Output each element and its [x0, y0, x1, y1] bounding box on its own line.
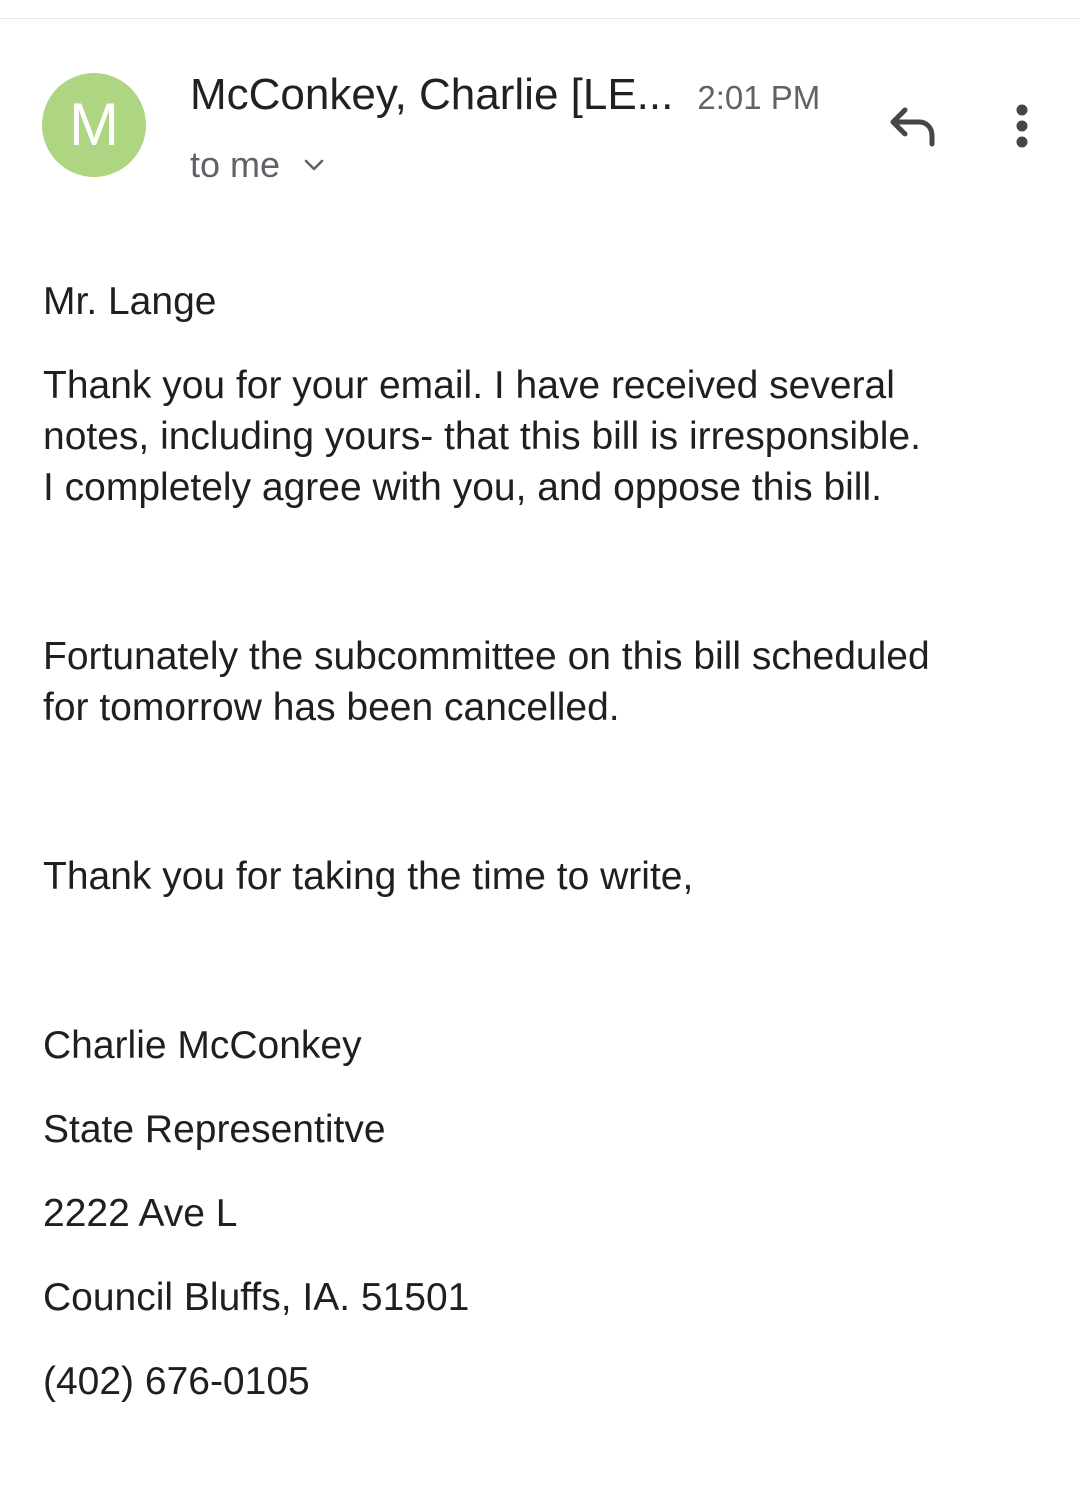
avatar-letter: M	[69, 91, 119, 158]
signature-city: Council Bluffs, IA. 51501	[43, 1276, 470, 1319]
body-line: for tomorrow has been cancelled.	[43, 686, 620, 729]
timestamp: 2:01 PM	[697, 79, 821, 116]
message-body	[43, 276, 1053, 1407]
signature-street: 2222 Ave L	[43, 1192, 238, 1235]
body-line: Fortunately the subcommittee on this bill scheduled	[43, 635, 930, 678]
signature-title: State Representitve	[43, 1108, 386, 1151]
recipient-label: to me	[190, 144, 281, 185]
body-paragraph	[43, 360, 1053, 513]
signature-phone: (402) 676-0105	[43, 1360, 310, 1403]
greeting: Mr. Lange	[43, 280, 217, 323]
closing-line: Thank you for taking the time to write,	[43, 855, 694, 898]
sender-name[interactable]: McConkey, Charlie [LE...	[190, 70, 674, 119]
avatar[interactable]	[42, 73, 146, 177]
top-divider	[0, 18, 1080, 19]
more-vert-icon	[1014, 102, 1030, 155]
body-line: I completely agree with you, and oppose this bill.	[43, 466, 882, 509]
body-line: notes, including yours- that this bill is irresponsible.	[43, 415, 921, 458]
more-options-button[interactable]	[994, 96, 1050, 160]
reply-icon	[887, 104, 939, 153]
body-paragraph	[43, 631, 1053, 733]
reply-button[interactable]	[878, 96, 948, 160]
sender-row	[190, 70, 820, 126]
chevron-down-icon	[302, 153, 326, 177]
recipient-details-toggle[interactable]	[190, 140, 326, 190]
body-line: Thank you for your email. I have received several	[43, 364, 895, 407]
signature-name: Charlie McConkey	[43, 1024, 362, 1067]
